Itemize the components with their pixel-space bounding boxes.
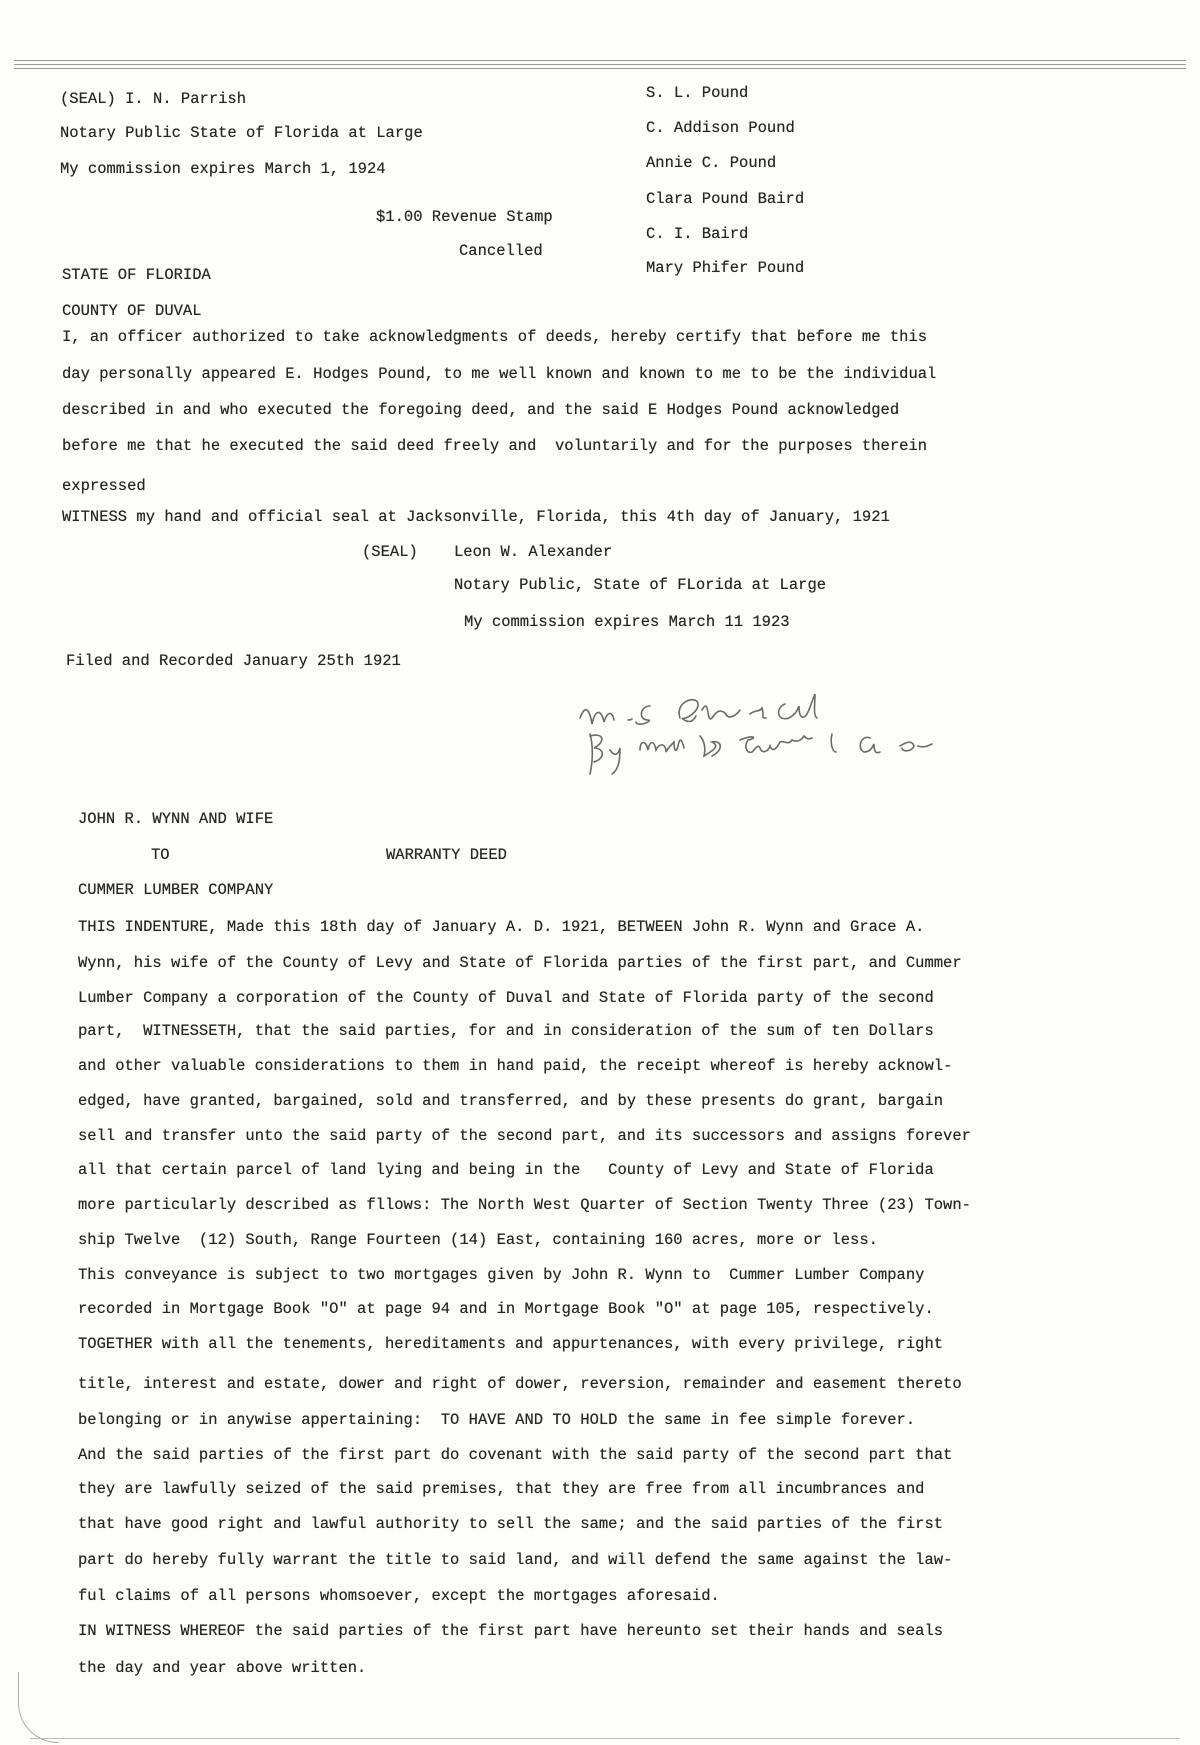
- ack-witness-line: WITNESS my hand and official seal at Jacksonville, Florida, this 4th day of January, 1921: [62, 508, 890, 526]
- deed-body-line: title, interest and estate, dower and right of dower, reversion, remainder and easement thereto: [78, 1375, 962, 1393]
- page-bottom-edge: [30, 1738, 1180, 1739]
- ack-body-line: day personally appeared E. Hodges Pound, to me well known and known to me to be the individual: [62, 365, 937, 383]
- ack-notary-commission: My commission expires March 11 1923: [464, 613, 790, 631]
- deed-body-line: edged, have granted, bargained, sold and transferred, and by these presents do grant, bargain: [78, 1092, 944, 1110]
- deed-title: WARRANTY DEED: [386, 846, 507, 864]
- signer-name: Clara Pound Baird: [646, 190, 805, 208]
- deed-body-line: sell and transfer unto the said party of the second part, and its successors and assigns forever: [78, 1127, 971, 1145]
- deed-body-line: TOGETHER with all the tenements, hereditaments and appurtenances, with every privilege, right: [78, 1335, 944, 1353]
- revenue-stamp-note: $1.00 Revenue Stamp: [376, 208, 553, 226]
- deed-body-line: that have good right and lawful authority to sell the same; and the said parties of the first: [78, 1515, 944, 1533]
- deed-body-line: ful claims of all persons whomsoever, except the mortgages aforesaid.: [78, 1587, 720, 1605]
- deed-body-line: belonging or in anywise appertaining: TO HAVE AND TO HOLD the same in fee simple forever.: [78, 1411, 916, 1429]
- header-rule-1: [14, 60, 1186, 61]
- deed-body-line: part do hereby fully warrant the title to said land, and will defend the same against the law-: [78, 1551, 953, 1569]
- deed-to: TO: [151, 846, 170, 864]
- ack-body-line: I, an officer authorized to take acknowledgments of deeds, hereby certify that before me this: [62, 328, 928, 346]
- ack-body-line: described in and who executed the foregoing deed, and the said E Hodges Pound acknowledged: [62, 401, 900, 419]
- filed-recorded-line: Filed and Recorded January 25th 1921: [66, 652, 401, 670]
- deed-party-second: CUMMER LUMBER COMPANY: [78, 881, 274, 899]
- top-notary-title: Notary Public State of Florida at Large: [60, 124, 423, 142]
- ack-county: COUNTY OF DUVAL: [62, 302, 202, 320]
- signer-name: Mary Phifer Pound: [646, 259, 805, 277]
- deed-body-line: more particularly described as fllows: The North West Quarter of Section Twenty Three (23) Town-: [78, 1196, 971, 1214]
- ack-body-line: expressed: [62, 477, 146, 495]
- deed-body-line: THIS INDENTURE, Made this 18th day of January A. D. 1921, BETWEEN John R. Wynn and Grace A.: [78, 918, 925, 936]
- deed-body-line: the day and year above written.: [78, 1659, 367, 1677]
- ack-state: STATE OF FLORIDA: [62, 266, 211, 284]
- header-rule-3: [14, 68, 1186, 69]
- header-rule-2: [14, 64, 1186, 65]
- page-corner-curl: [18, 1672, 59, 1743]
- deed-body-line: all that certain parcel of land lying and being in the County of Levy and State of Florida: [78, 1161, 934, 1179]
- top-notary-commission: My commission expires March 1, 1924: [60, 160, 386, 178]
- ack-notary-name: Leon W. Alexander: [454, 543, 613, 561]
- signer-name: Annie C. Pound: [646, 154, 777, 172]
- top-notary-seal-name: (SEAL) I. N. Parrish: [60, 90, 247, 108]
- deed-body-line: Wynn, his wife of the County of Levy and State of Florida parties of the first part, and Cummer: [78, 954, 962, 972]
- ack-body-line: before me that he executed the said deed freely and voluntarily and for the purposes therein: [62, 437, 928, 455]
- deed-body-line: recorded in Mortgage Book "O" at page 94 and in Mortgage Book "O" at page 105, respectively.: [78, 1300, 934, 1318]
- deed-body-line: And the said parties of the first part do covenant with the said party of the second part that: [78, 1446, 953, 1464]
- stamp-cancelled-note: Cancelled: [459, 242, 543, 260]
- deed-body-line: part, WITNESSETH, that the said parties, for and in consideration of the sum of ten Dollars: [78, 1022, 934, 1040]
- signer-name: S. L. Pound: [646, 84, 749, 102]
- deed-party-first: JOHN R. WYNN AND WIFE: [78, 810, 274, 828]
- ack-seal-label: (SEAL): [362, 543, 418, 561]
- deed-body-line: Lumber Company a corporation of the County of Duval and State of Florida party of the second: [78, 989, 934, 1007]
- deed-body-line: and other valuable considerations to them in hand paid, the receipt whereof is hereby acknowl-: [78, 1057, 953, 1075]
- signer-name: C. I. Baird: [646, 225, 749, 243]
- deed-body-line: IN WITNESS WHEREOF the said parties of the first part have hereunto set their hands and seals: [78, 1622, 944, 1640]
- deed-body-line: ship Twelve (12) South, Range Fourteen (14) East, containing 160 acres, more or less.: [78, 1231, 878, 1249]
- clerk-signature: [570, 688, 1010, 778]
- deed-body-line: they are lawfully seized of the said premises, that they are free from all incumbrances and: [78, 1480, 925, 1498]
- deed-body-line: This conveyance is subject to two mortgages given by John R. Wynn to Cummer Lumber Company: [78, 1266, 925, 1284]
- ack-notary-title: Notary Public, State of FLorida at Large: [454, 576, 827, 594]
- signer-name: C. Addison Pound: [646, 119, 795, 137]
